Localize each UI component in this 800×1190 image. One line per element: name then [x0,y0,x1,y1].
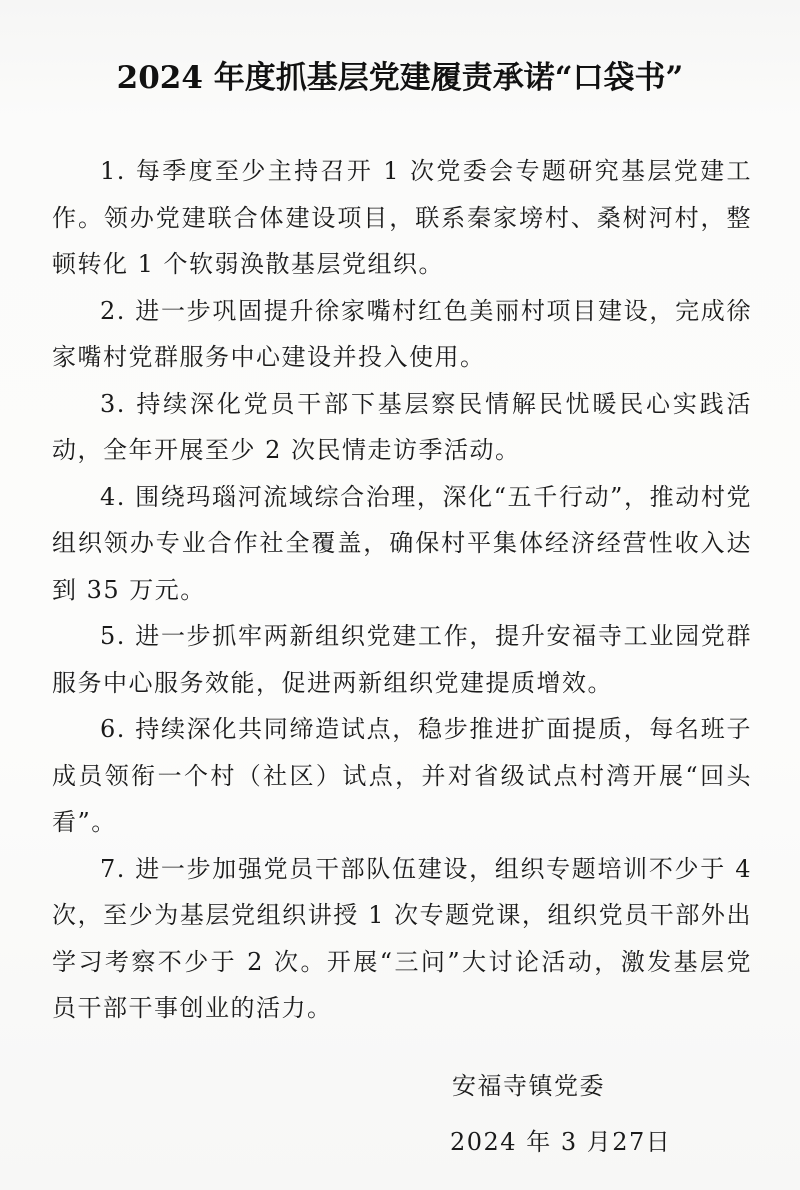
commitment-item-2: 2. 进一步巩固提升徐家嘴村红色美丽村项目建设，完成徐家嘴村党群服务中心建设并投入使用。 [52,296,752,371]
commitment-item-1: 1. 每季度至少主持召开 1 次党委会专题研究基层党建工作。领办党建联合体建设项目，联系秦家塝村、桑树河村，整顿转化 1 个软弱涣散基层党组织。 [52,157,752,278]
signature-date: 2024 年 3 月27日 [450,1128,672,1156]
commitment-item-3: 3. 持续深化党员干部下基层察民情解民忧暖民心实践活动，全年开展至少 2 次民情走访季活动。 [52,389,752,464]
signature-block [450,1058,671,1170]
signature-organization: 安福寺镇党委 [452,1072,605,1100]
commitment-item-7: 7. 进一步加强党员干部队伍建设，组织专题培训不少于 4 次，至少为基层党组织讲授 1 次专题党课，组织党员干部外出学习考察不少于 2 次。开展“三问”大讨论活动，激发基层党员干部干事创业的活力。 [52,854,752,1022]
commitment-item-5: 5. 进一步抓牢两新组织党建工作，提升安福寺工业园党群服务中心服务效能，促进两新组织党建提质增效。 [52,622,752,697]
commitment-item-6: 6. 持续深化共同缔造试点，稳步推进扩面提质，每名班子成员领衔一个村（社区）试点，并对省级试点村湾开展“回头看”。 [52,715,752,836]
document-title: 2024 年度抓基层党建履责承诺“口袋书” [116,60,684,96]
commitment-list [52,148,752,1032]
commitment-item-4: 4. 围绕玛瑙河流域综合治理，深化“五千行动”，推动村党组织领办专业合作社全覆盖，确保村平集体经济经营性收入达到 35 万元。 [52,482,752,604]
